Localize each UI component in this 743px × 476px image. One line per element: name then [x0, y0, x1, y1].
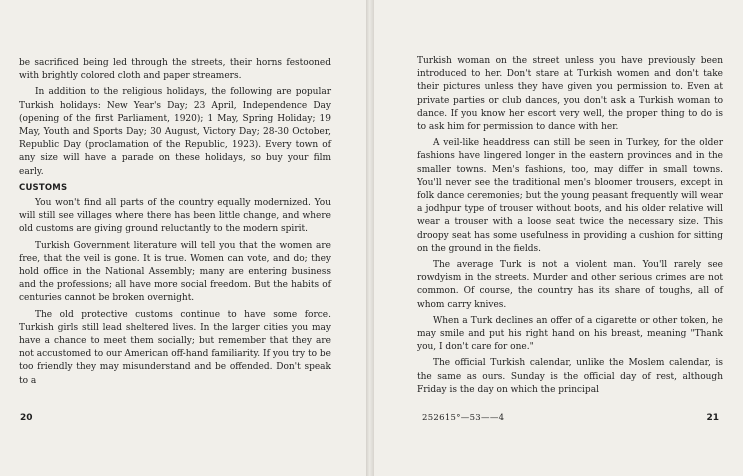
paragraph: The average Turk is not a violent man. You'll rarely see rowdyism in the streets. Murder and other serious crimes are not common. Of course, the country has its share of toughs, all of whom carry knives.	[417, 260, 723, 310]
page-number: 21	[706, 413, 719, 423]
printer-signature-code: 252615°—53——4	[422, 413, 505, 423]
paragraph: The official Turkish calendar, unlike the Moslem calendar, is the same as ours. Sunday is the official day of rest, although Friday is the day on which the principal	[417, 358, 723, 395]
paragraph: When a Turk declines an offer of a cigarette or other token, he may smile and put his right hand on his breast, meaning "Thank you, I don't care for one."	[417, 315, 723, 353]
book-gutter	[366, 0, 374, 476]
paragraph: A veil-like headdress can still be seen in Turkey, for the older fashions have lingered longer in the eastern provinces and in the smaller towns. Men's fashions, too, may differ in small towns. You'll never see the traditional men's bloomer trousers, except in folk dance ceremonies; but the young peasant frequently will wear a jodhpur type of trouser without boots, and his older relative will wear a trouser with a loose seat twice the necessary size. This droopy seat has some usefulness in providing a cushion for sitting on the ground in the fields.	[417, 138, 723, 254]
section-heading-customs: CUSTOMS	[19, 182, 68, 193]
paragraph: In addition to the religious holidays, the following are popular Turkish holidays: New Year's Day; 23 April, Independence Day (opening of the first Parliament, 1920); 1 May, Spring Holiday; 19 May, Youth and Sports Day; 30 August, Victory Day; 28-30 October, Republic Day (proclamation of the Republic, 1923). Every town of any size will have a parade on these holidays, so buy your film early.	[19, 87, 331, 177]
paragraph: Turkish Government literature will tell you that the women are free, that the veil is gone. It is true. Women can vote, and do; they hold office in the National Assembly; many are entering business and the professions; all have more social freedom. But the habits of centuries cannot be broken overnight.	[19, 240, 331, 304]
paragraph: Turkish woman on the street unless you have previously been introduced to her. Don't stare at Turkish women and don't take their pictures unless they have given you permission to. Even at private parties or club dances, you don't ask a Turkish woman to dance. If you know her escort very well, the proper thing to do is to ask him for permission to dance with her.	[417, 56, 723, 133]
right-page-text	[417, 55, 723, 400]
right-page	[374, 0, 743, 476]
paragraph: The old protective customs continue to have some force. Turkish girls still lead sheltered lives. In the larger cities you may have a chance to meet them socially; but remember that they are not accustomed to our American off-hand familiarity. If you try to be too friendly they may misunderstand and be offended. Don't speak to a	[19, 309, 331, 386]
page-number: 20	[20, 413, 33, 423]
left-page	[0, 0, 366, 476]
left-page-text	[19, 57, 331, 391]
paragraph: be sacrificed being led through the streets, their horns festooned with brightly colored cloth and paper streamers.	[19, 58, 331, 82]
paragraph: You won't find all parts of the country equally modernized. You will still see villages where there has been little change, and where old customs are giving ground reluctantly to the modern spirit.	[19, 198, 331, 235]
